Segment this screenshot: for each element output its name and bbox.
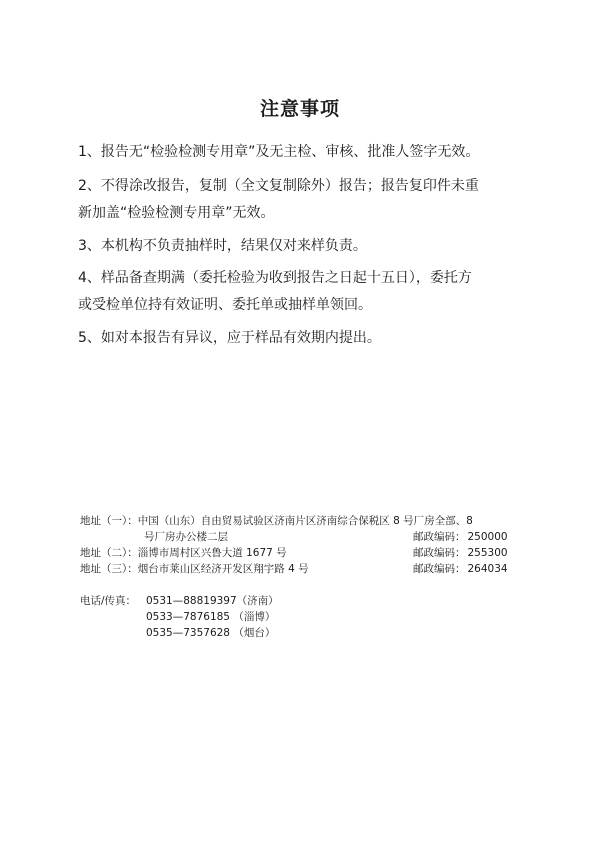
postal-code-1 — [413, 530, 508, 544]
page-title: 注意事项 — [259, 98, 340, 120]
postal-label: 邮政编码： — [413, 563, 466, 575]
address-1-line1: 地址（一）：中国（山东）自由贸易试验区济南片区济南综合保税区 8 号厂房全部、8 — [80, 515, 473, 527]
address-1-line2: 号厂房办公楼二层 — [144, 531, 228, 543]
notice-item-2-line2: 新加盖“检验检测专用章”无效。 — [78, 205, 275, 221]
postal-code-3 — [413, 562, 508, 576]
address-2: 地址（二）：淄博市周村区兴鲁大道 1677 号 — [80, 547, 287, 559]
phone-yantai: 0535—7357628 （烟台） — [146, 627, 276, 639]
notice-item-2-line1: 2、不得涂改报告，复制（全文复制除外）报告；报告复印件未重 — [78, 178, 479, 194]
notice-item-4-line2: 或受检单位持有效证明、委托单或抽样单领回。 — [78, 297, 372, 313]
postal-value: 264034 — [467, 563, 508, 575]
notice-item-3: 3、本机构不负责抽样时，结果仅对来样负责。 — [78, 238, 367, 254]
phone-zibo: 0533—7876185 （淄博） — [146, 611, 276, 623]
postal-label: 邮政编码： — [413, 531, 466, 543]
address-3: 地址（三）：烟台市莱山区经济开发区翔宇路 4 号 — [80, 563, 309, 575]
notice-item-1: 1、报告无“检验检测专用章”及无主检、审核、批准人签字无效。 — [78, 144, 480, 160]
postal-value: 255300 — [467, 547, 508, 559]
notice-item-4-line1: 4、样品备查期满（委托检验为收到报告之日起十五日），委托方 — [78, 270, 472, 286]
postal-label: 邮政编码： — [413, 547, 466, 559]
postal-code-2 — [413, 546, 508, 560]
contact-label: 电话/传真： — [80, 595, 137, 607]
notice-item-5: 5、如对本报告有异议，应于样品有效期内提出。 — [78, 330, 381, 346]
phone-jinan: 0531—88819397（济南） — [146, 595, 279, 607]
postal-value: 250000 — [467, 531, 508, 543]
